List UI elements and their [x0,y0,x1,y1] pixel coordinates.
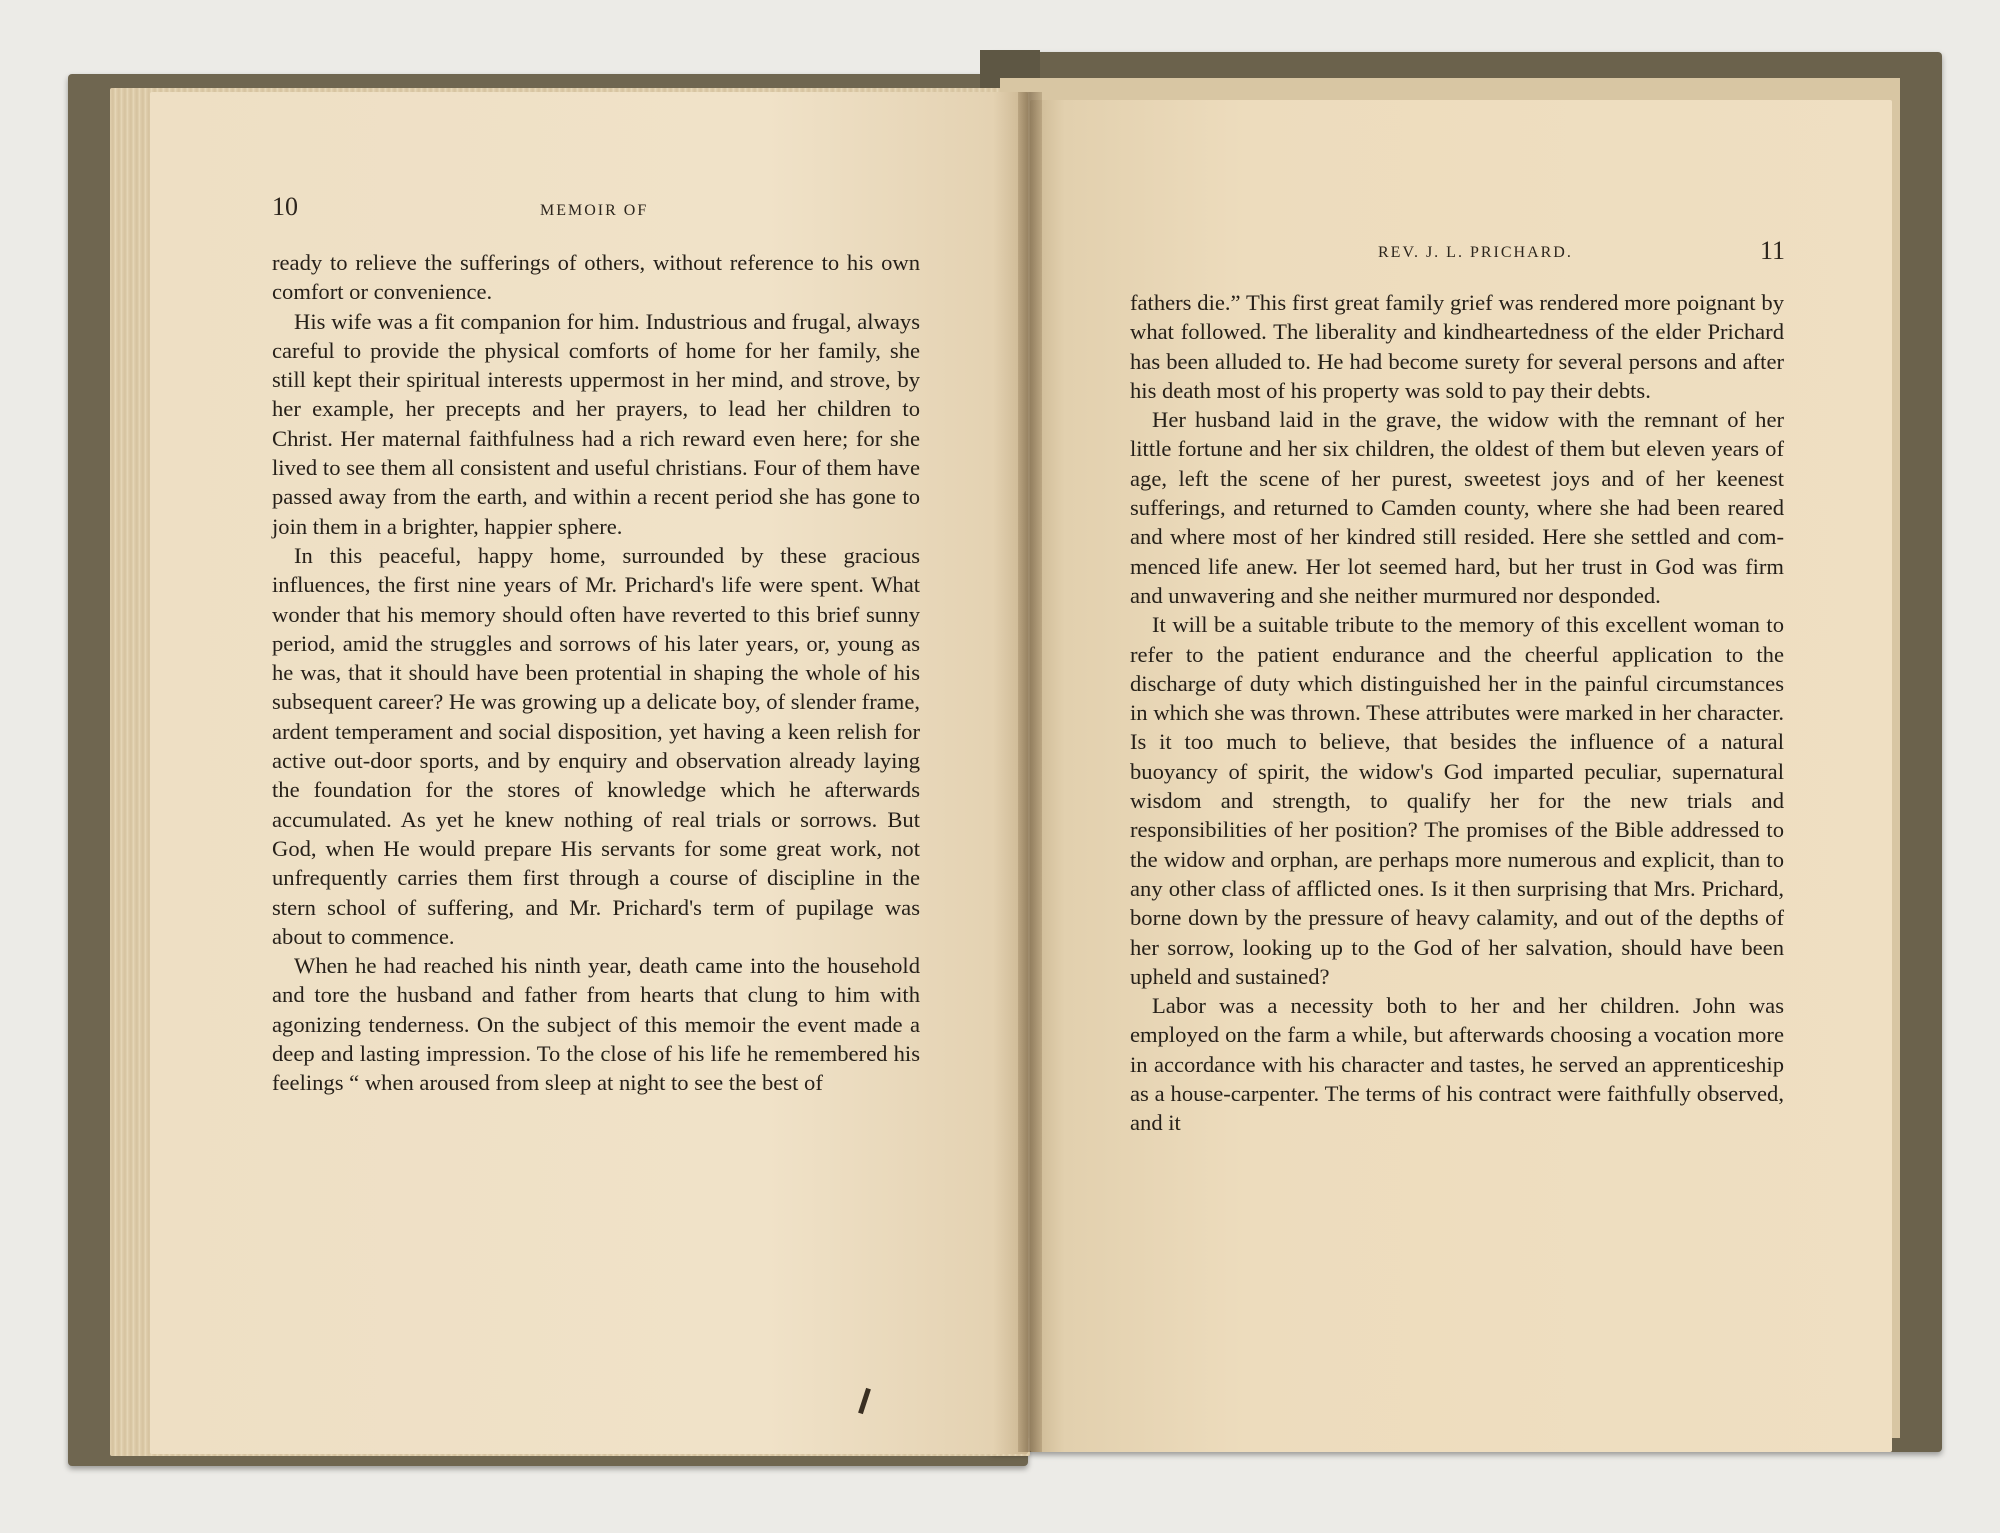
right-page-number: 11 [1760,236,1786,265]
left-running-head: MEMOIR OF [540,202,649,219]
right-paragraph: fathers die.” This first great family grief was rendered more poignant by what followed. The liberality and kindheartedness of the elder Prichard has been alluded to. He had become surety for several persons and after his death most of his property was sold to pay their debts. [1130,290,1784,403]
left-paragraph: His wife was a fit companion for him. Industrious and frugal, always careful to provide the physical comforts of home for her family, she still kept their spiritual interests uppermost in her mind, and strove, by her example, her precepts and her prayers, to lead her children to Christ. Her maternal faithfulness had a rich reward even here; for she lived to see them all consistent and useful christians. Four of them have passed away from the earth, and within a recent period she has gone to join them in a brighter, happier sphere. [272,308,920,539]
right-page-body [1130,288,1784,1138]
right-paragraph: It will be a suitable tribute to the memory of this excellent woman to refer to the patient endurance and the cheerful application to the discharge of duty which distinguished her in the painful circumstances in which she was thrown. These attributes were marked in her character. Is it too much to believe, that besides the influence of a natural buoyancy of spirit, the widow's God imparted peculiar, supernatural wisdom and strength, to qualify her for the new trials and responsibilities of her position? The promises of the Bible addressed to the widow and orphan, are perhaps more numerous and explicit, than to any other class of afflicted ones. Is it then surprising that Mrs. Prichard, borne down by the pressure of heavy calamity, and out of the depths of her sorrow, looking up to the God of her salvation, should have been upheld and sustained? [1130,612,1784,989]
right-paragraph: Labor was a necessity both to her and her children. John was employed on the farm a while, but afterwards choosing a vocation more in accordance with his character and tastes, he served an apprenticeship as a house-carpenter. The terms of his contract were faithfully observed, and it [1130,993,1784,1136]
book-gutter [1018,92,1042,1452]
right-paragraph: Her husband laid in the grave, the widow with the remnant of her little fortune and her six children, the oldest of them but eleven years of age, left the scene of her purest, sweetest joys and of her keenest sufferings, and returned to Camden county, where she had been reared and where most of her kindred still resided. Here she settled and commenced life anew. Her lot seemed hard, but her trust in God was firm and unwavering and she neither murmured nor desponded. [1130,407,1784,608]
left-page-body [272,248,920,1098]
left-paragraph: ready to relieve the sufferings of others, without reference to his own comfort or convenience. [272,250,920,305]
right-running-head: REV. J. L. PRICHARD. [1378,244,1573,261]
left-page-number: 10 [272,192,298,221]
left-paragraph: In this peaceful, happy home, surrounded by these gracious influences, the first nine years of Mr. Prichard's life were spent. What wonder that his memory should often have reverted to this brief sunny period, amid the struggles and sorrows of his later years, or, young as he was, that it should have been protential in shaping the whole of his subsequent career? He was growing up a delicate boy, of slender frame, ardent temperament and social disposition, yet having a keen relish for active out-door sports, and by enquiry and observation already laying the foundation for the stores of knowledge which he afterwards accumulated. As yet he knew nothing of real trials or sorrows. But God, when He would prepare His servants for some great work, not unfrequently carries them first through a course of discipline in the stern school of suffering, and Mr. Prichard's term of pupilage was about to commence. [272,542,920,949]
left-paragraph: When he had reached his ninth year, death came into the household and tore the husband and father from hearts that clung to him with agonizing tenderness. On the subject of this memoir the event made a deep and lasting impression. To the close of his life he remembered his feelings “ when aroused from sleep at night to see the best of [272,953,920,1096]
